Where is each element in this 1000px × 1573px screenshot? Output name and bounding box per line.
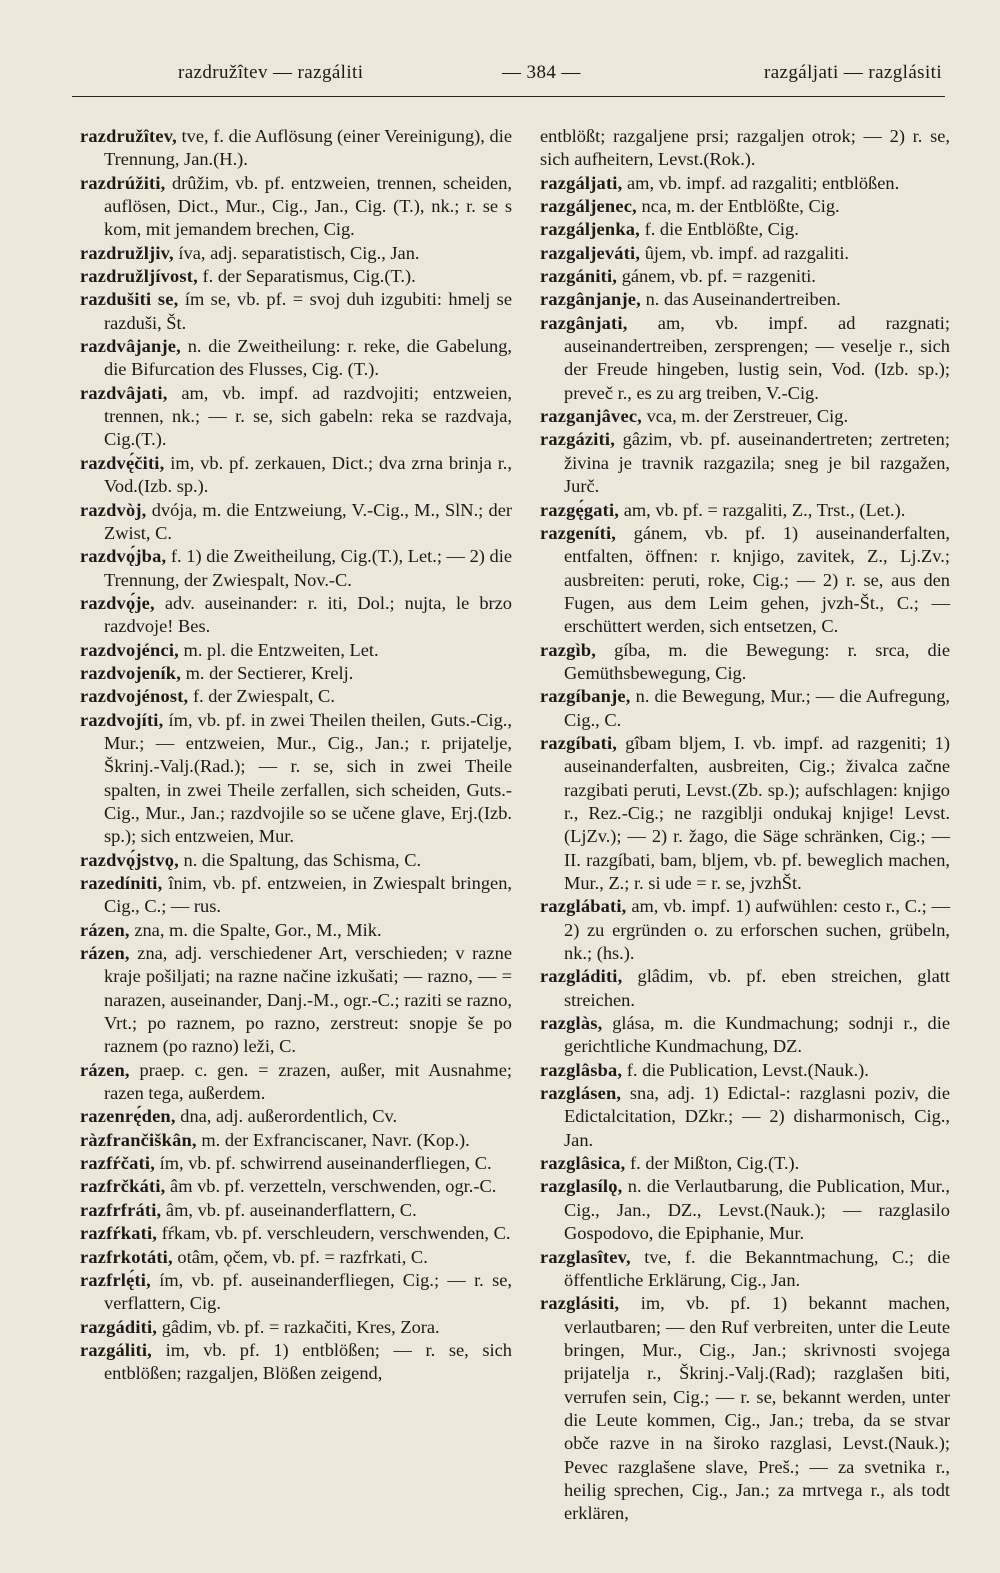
entry-headword: razfrlę́ti, (80, 1269, 151, 1290)
entry-definition: m. der Exfranciscaner, Navr. (Kop.). (196, 1129, 470, 1150)
entry-headword: rázen, (80, 1059, 130, 1080)
dictionary-entry (80, 1105, 512, 1128)
entry-headword: razgáditi, (80, 1316, 158, 1337)
entry-definition: vca, m. der Zerstreuer, Cig. (641, 406, 849, 427)
dictionary-entry (540, 639, 950, 686)
dictionary-entry (80, 639, 512, 662)
dictionary-entry (540, 428, 950, 498)
entry-definition: im, vb. pf. 1) bekannt machen, verlautbaren; — den Ruf verbreiten, unter die Leute bringen, Mur., Cig., Jan.; skrivnosti svojega prijatelja r., Škrinj.-Valj.(Rad); razglašen biti, verrufen sein, Cig.; — r. se, bekannt werden, unter die Leute kommen, Cig., Jan.; treba, da se stvar obče razve in na široko razglasi, Levst.(Nauk.); Pevec razglašene slave, Preš.; — za svetnika r., heilig sprechen, Cig., Jan.; za mrtvega r., als todt erklären, (564, 1293, 950, 1524)
entry-definition: gîbam bljem, I. vb. impf. ad razgeniti; 1) auseinanderfalten, ausbreiten, Cig.; živalca začne razgibati peruti, Levst.(Zb. sp.); aufschlagen: knjigo r., Rez.-Cig.; ne razgiblji ondukaj knjige! Levst. (LjZv.); — 2) r. žago, die Säge schränken, Cig.; — II. razgíbati, bam, bljem, vb. pf. beweglich machen, Mur., Z.; r. si ude = r. se, jvzhŠt. (564, 732, 950, 893)
entry-definition: n. die Spaltung, das Schisma, C. (178, 849, 422, 870)
dictionary-entry (80, 1199, 512, 1222)
entry-headword: razgânjati, (540, 312, 628, 333)
entry-headword: razfŕčati, (80, 1153, 155, 1174)
dictionary-entry (540, 1246, 950, 1293)
dictionary-entry (540, 242, 950, 265)
dictionary-entry (540, 125, 950, 172)
dictionary-entry (80, 919, 512, 942)
page-number: — 384 — (502, 62, 581, 83)
entry-headword: razdvǫ́jba, (80, 546, 167, 567)
entry-definition: f. 1) die Zweitheilung, Cig.(T.), Let.; — 2) die Trennung, der Zwiespalt, Nov.-C. (104, 546, 512, 590)
entry-headword: razgáljati, (540, 172, 623, 193)
entry-definition: íva, adj. separatistisch, Cig., Jan. (173, 242, 420, 263)
entry-headword: razenrę́den, (80, 1106, 176, 1127)
dictionary-entry (540, 1059, 950, 1082)
dictionary-entry (540, 265, 950, 288)
dictionary-entry (80, 1269, 512, 1316)
dictionary-entry (80, 709, 512, 849)
entry-definition: înim, vb. pf. entzweien, in Zwiespalt bringen, Cig., C.; — rus. (104, 873, 512, 917)
entry-headword: razglasîtev, (540, 1246, 631, 1267)
dictionary-entry (80, 685, 512, 708)
entry-definition: gánem, vb. pf. 1) auseinanderfalten, entfalten, öffnen: r. knjigo, zavitek, Z., Lj.Zv.; ausbreiten: peruti, roke, Cig.; — 2) r. se, aus den Fugen, aus dem Leim gehen, jvzh-Št., C.; — erschüttert werden, sich entsetzen, C. (564, 522, 950, 637)
dictionary-entry (540, 522, 950, 639)
dictionary-entry (80, 499, 512, 546)
entry-headword: razdvǫ́je, (80, 592, 155, 613)
entry-headword: razfrfráti, (80, 1199, 162, 1220)
entry-definition: f. der Separatismus, Cig.(T.). (197, 266, 416, 287)
entry-definition: n. das Auseinandertreiben. (640, 289, 841, 310)
entry-definition: am, vb. pf. = razgaliti, Z., Trst., (Let.). (619, 499, 906, 520)
entry-headword: razgìb, (540, 639, 597, 660)
entry-headword: razgíbanje, (540, 686, 631, 707)
entry-headword: razgláditi, (540, 966, 623, 987)
entry-definition: ím, vb. pf. auseinanderfliegen, Cig.; — r. se, verflattern, Cig. (104, 1269, 512, 1314)
dictionary-entry (80, 849, 512, 872)
dictionary-entry (80, 382, 512, 452)
dictionary-entry (80, 1059, 512, 1106)
entry-headword: ràzfrančiškân, (80, 1129, 197, 1150)
dictionary-entry (80, 872, 512, 919)
entry-definition: otâm, ǫčem, vb. pf. = razfrkati, C. (172, 1246, 428, 1267)
entry-headword: razdvojénost, (80, 686, 189, 707)
dictionary-entry (80, 1152, 512, 1175)
entry-headword: razdružljívost, (80, 266, 198, 287)
dictionary-entry (80, 242, 512, 265)
entry-definition: drûžim, vb. pf. entzweien, trennen, scheiden, auflösen, Dict., Mur., Cig., Jan., Cig. (T.), nk.; r. se s kom, mit jemandem brechen, Cig. (104, 172, 512, 240)
entry-definition: gâdim, vb. pf. = razkačiti, Kres, Zora. (157, 1316, 440, 1337)
entry-definition: am, vb. impf. 1) aufwühlen: cesto r., C.; — 2) zu ergründen o. zu erforschen suchen, grübeln, nk.; (hs.). (564, 896, 950, 964)
entry-definition: n. die Verlautbarung, die Publication, Mur., Cig., Jan., DZ., Levst.(Nauk.); — razglasilo Gospodovo, die Epiphanie, Mur. (564, 1176, 950, 1244)
entry-headword: razgeníti, (540, 522, 617, 543)
entry-definition: im, vb. pf. zerkauen, Dict.; dva zrna brinja r., Vod.(Izb. sp.). (104, 452, 512, 497)
entry-definition: âm, vb. pf. auseinanderflattern, C. (161, 1199, 417, 1220)
entry-headword: razdružljiv, (80, 242, 174, 263)
dictionary-entry (540, 1012, 950, 1059)
dictionary-entry (80, 452, 512, 499)
dictionary-entry (80, 1339, 512, 1386)
entry-headword: razglábati, (540, 896, 627, 917)
dictionary-entry (540, 312, 950, 405)
entry-definition: praep. c. gen. = zrazen, außer, mit Ausnahme; razen tega, außerdem. (104, 1059, 512, 1104)
entry-definition: am, vb. impf. ad razgnati; auseinandertreiben, zersprengen; — veselje r., sich der Freude hingeben, lustig sein, Vod. (Izb. sp.); preveč r., es zu arg treiben, V.-Cig. (564, 312, 950, 403)
entry-headword: razglásiti, (540, 1293, 620, 1314)
dictionary-entry (540, 895, 950, 965)
entry-definition: entblößt; razgaljene prsi; razgaljen otrok; — 2) r. se, sich aufheitern, Levst.(Rok.). (540, 126, 950, 170)
entry-headword: razgaljeváti, (540, 242, 641, 263)
dictionary-entry (80, 545, 512, 592)
entry-headword: razdvâjati, (80, 382, 168, 403)
entry-definition: m. pl. die Entzweiten, Let. (178, 639, 379, 660)
dictionary-entry (540, 405, 950, 428)
entry-headword: razglásen, (540, 1083, 622, 1104)
entry-definition: ûjem, vb. impf. ad razgaliti. (640, 242, 850, 263)
dictionary-entry (80, 335, 512, 382)
dictionary-entry (80, 592, 512, 639)
entry-definition: am, vb. impf. ad razdvojiti; entzweien, trennen, nk.; — r. se, sich gabeln: reka se razdvaja, Cig.(T.). (104, 382, 512, 450)
dictionary-entry (80, 942, 512, 1059)
entry-headword: razdvòj, (80, 499, 147, 520)
entry-headword: razfŕkati, (80, 1223, 158, 1244)
entry-definition: f. die Publication, Levst.(Nauk.). (622, 1059, 869, 1080)
entry-definition: am, vb. impf. ad razgaliti; entblößen. (622, 172, 900, 193)
entry-definition: ím, vb. pf. in zwei Theilen theilen, Guts.-Cig., Mur.; — entzweien, Mur., Cig., Jan.; r. prijatelje, Škrinj.-Valj.(Rad.); — r. se, sich in zwei Theile spalten, in zwei Theile zerfallen, sich scheiden, Guts.-Cig., Mur., Jan.; razdvojile so se učene glave, Erj.(Izb. sp.); sich entzweien, Mur. (104, 709, 512, 847)
entry-headword: razgíbati, (540, 732, 618, 753)
entry-definition: gíba, m. die Bewegung: r. srca, die Gemüthsbewegung, Cig. (564, 639, 950, 683)
entry-definition: ím, vb. pf. schwirrend auseinanderfliegen, C. (155, 1153, 492, 1174)
entry-definition: f. der Zwiespalt, C. (188, 686, 335, 707)
dictionary-entry (80, 265, 512, 288)
entry-definition: im, vb. pf. 1) entblößen; — r. se, sich entblößen; razgaljen, Blößen zeigend, (104, 1339, 512, 1384)
running-head (75, 58, 942, 92)
entry-headword: razfrkotáti, (80, 1246, 173, 1267)
dictionary-entry (80, 1222, 512, 1245)
entry-definition: gâzim, vb. pf. auseinandertreten; zertreten; živina je travnik razgazila; sneg je bil razgažen, Jurč. (564, 429, 950, 497)
dictionary-entry (80, 172, 512, 242)
entry-headword: razglâsica, (540, 1153, 626, 1174)
dictionary-entry (540, 218, 950, 241)
entry-definition: dvója, m. die Entzweiung, V.-Cig., M., SlN.; der Zwist, C. (104, 499, 512, 543)
dictionary-entry (80, 1246, 512, 1269)
entry-headword: razdvojénci, (80, 639, 179, 660)
entry-headword: razdrúžiti, (80, 172, 166, 193)
header-left-guideword: razdružîtev — razgáliti (178, 62, 364, 83)
dictionary-entry (540, 685, 950, 732)
entry-definition: tve, f. die Bekanntmachung, C.; die öffentliche Erklärung, Cig., Jan. (564, 1246, 950, 1290)
entry-definition: zna, adj. verschiedener Art, verschieden; v razne kraje pošiljati; na razne načine izkušati; — razno, — = narazen, auseinander, Danj.-M., ogr.-C.; raziti se razno, Vrt.; po raznem, po razno, zerstreut: snopje še po raznem (po razno) leži, C. (104, 943, 512, 1057)
entry-definition: nca, m. der Entblößte, Cig. (636, 196, 840, 217)
entry-definition: glâdim, vb. pf. eben streichen, glatt streichen. (564, 966, 950, 1010)
entry-definition: glása, m. die Kundmachung; sodnji r., die gerichtliche Kundmachung, DZ. (564, 1013, 950, 1057)
dictionary-entry (540, 1152, 950, 1175)
dictionary-entry (540, 195, 950, 218)
dictionary-entry (80, 1175, 512, 1198)
dictionary-entry (540, 1292, 950, 1525)
dictionary-entry (540, 172, 950, 195)
dictionary-entry (80, 662, 512, 685)
entry-headword: razgânjanje, (540, 289, 641, 310)
entry-headword: razgániti, (540, 266, 618, 287)
entry-headword: razdvojíti, (80, 709, 164, 730)
entry-definition: dna, adj. außerordentlich, Cv. (175, 1106, 398, 1127)
entry-headword: razgáljenec, (540, 196, 637, 217)
entry-headword: razglasílǫ, (540, 1176, 623, 1197)
entry-headword: razganjâvec, (540, 406, 642, 427)
entry-headword: razdružîtev, (80, 126, 177, 146)
dictionary-entry (540, 732, 950, 895)
entry-headword: razdvojeník, (80, 662, 181, 683)
entry-definition: n. die Bewegung, Mur.; — die Aufregung, Cig., C. (564, 686, 950, 730)
entry-headword: razgáziti, (540, 429, 616, 450)
entry-headword: rázen, (80, 919, 130, 940)
entry-headword: razdušiti se, (80, 289, 179, 310)
entry-headword: razgę́gati, (540, 499, 620, 520)
entry-headword: razgáljenka, (540, 219, 640, 240)
dictionary-entry (540, 1082, 950, 1152)
dictionary-entry (80, 1316, 512, 1339)
entry-headword: razdvǫ́jstvǫ, (80, 849, 179, 870)
entry-headword: rázen, (80, 943, 130, 964)
dictionary-entry (540, 499, 950, 522)
entry-definition: fŕkam, vb. pf. verschleudern, verschwenden, C. (157, 1223, 511, 1244)
entry-definition: f. der Mißton, Cig.(T.). (625, 1153, 800, 1174)
entry-headword: razdvę́čiti, (80, 452, 165, 473)
entry-headword: razedíniti, (80, 873, 163, 893)
dictionary-entry (80, 288, 512, 335)
right-column (540, 125, 950, 1526)
entry-definition: tve, f. die Auflösung (einer Vereinigung), die Trennung, Jan.(H.). (104, 126, 512, 170)
entry-headword: razglâsba, (540, 1059, 623, 1080)
entry-headword: razglàs, (540, 1013, 603, 1034)
header-rule (72, 96, 945, 97)
dictionary-entry (540, 288, 950, 311)
entry-definition: n. die Zweitheilung: r. reke, die Gabelung, die Bifurcation des Flusses, Cig. (T.). (104, 336, 512, 380)
entry-definition: m. der Sectierer, Krelj. (181, 662, 354, 683)
entry-headword: razgáliti, (80, 1339, 152, 1360)
entry-definition: zna, m. die Spalte, Gor., M., Mik. (129, 919, 382, 940)
entry-definition: adv. auseinander: r. iti, Dol.; nujta, le brzo razdvoje! Bes. (104, 592, 512, 637)
dictionary-entry (80, 125, 512, 172)
left-column (80, 125, 512, 1386)
dictionary-entry (80, 1129, 512, 1152)
entry-headword: razfrčkáti, (80, 1176, 166, 1197)
entry-definition: f. die Entblößte, Cig. (639, 219, 799, 240)
entry-definition: gánem, vb. pf. = razgeniti. (617, 266, 816, 287)
dictionary-entry (540, 1175, 950, 1245)
entry-definition: sna, adj. 1) Edictal-: razglasni poziv, die Edictalcitation, DZkr.; — 2) disharmonisch, Cig., Jan. (564, 1083, 950, 1150)
entry-definition: ím se, vb. pf. = svoj duh izgubiti: hmelj se razduši, Št. (104, 289, 513, 333)
entry-definition: âm vb. pf. verzetteln, verschwenden, ogr.-C. (165, 1176, 497, 1197)
dictionary-entry (540, 965, 950, 1012)
entry-headword: razdvâjanje, (80, 336, 181, 357)
header-right-guideword: razgáljati — razglásiti (763, 62, 942, 83)
